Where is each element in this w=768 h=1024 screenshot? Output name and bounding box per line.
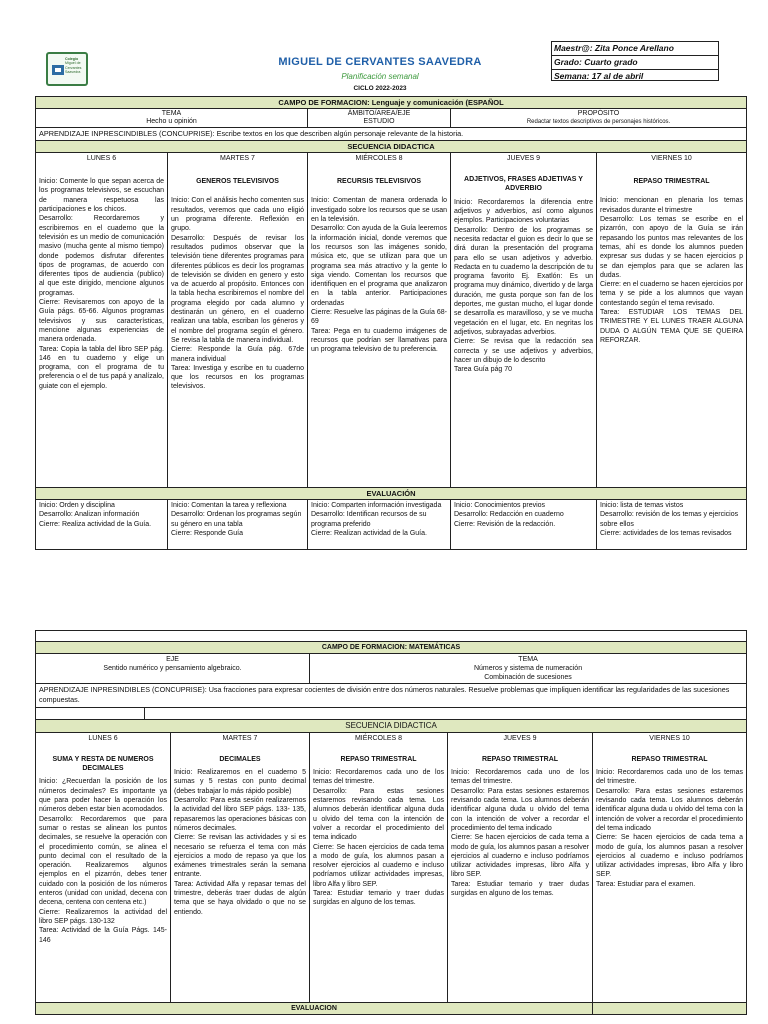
eval-monday: Inicio: Orden y disciplina Desarrollo: Analizan información Cierre: Realiza actividad de la Guía. (36, 500, 168, 550)
eval-wednesday: Inicio: Comparten información investigada Desarrollo: Identifican recursos de su programa preferido Cierre: Realizan actividad de la Guía. (308, 500, 451, 550)
secuencia-matematicas: SECUENCIA DIDACTICA (36, 720, 747, 732)
school-cycle: CICLO 2022-2023 (353, 85, 407, 92)
day-header: JUEVES 9 (506, 154, 541, 162)
logo-text-4: Saavedra (65, 70, 81, 75)
math-day-thursday (448, 732, 593, 1002)
day-subtitle: RECURSIS TELEVISIVOS (336, 178, 422, 186)
day-content: Inicio: ¿Recuerdan la posición de los números decimales? Es importante ya que para poder hacer la operación los números deben estar bien acomodados. Desarrollo: Recordaremos que para sumar o restas se alinean los puntos decimales, se resuelve la operación con el procedimiento común, se alinea el punto decimal con el resultado de la operación. Realizaremos algunos ejemplos en el pizarrón, debes tener cuidado con la posición de los números enteros (unidad con unidad, decena con decena, centena con centena etc.) Cierre: Realizaremos la actividad del libro SEP págs. 130-132 Tarea: Actividad de la Guía Págs. 145-146 (39, 778, 167, 944)
day-header: MIÉRCOLES 8 (355, 154, 403, 162)
evaluacion-lenguaje: EVALUACIÓN (36, 487, 747, 499)
math-tema-label: TEMA (518, 656, 538, 664)
proposito-value: Redactar textos descriptivos de personajes históricos. (526, 119, 671, 126)
day-header: MARTES 7 (222, 734, 258, 742)
day-header: MIÉRCOLES 8 (354, 734, 403, 742)
math-day-tuesday (171, 732, 310, 1002)
day-subtitle: REPASO TRIMESTRAL (340, 755, 417, 763)
language-planning-table (35, 96, 746, 550)
day-subtitle: REPASO TRIMESTRAL (633, 178, 710, 186)
secuencia-lenguaje: SECUENCIA DIDACTICA (36, 140, 747, 152)
lang-day-tuesday (168, 152, 308, 487)
tema-value: Hecho u opinión (146, 118, 197, 126)
eval-thursday: Inicio: Conocimientos previos Desarrollo: Redacción en cuaderno Cierre: Revisión de la redacción. (451, 500, 597, 550)
proposito-label: PROPÓSITO (577, 110, 620, 118)
day-header: LUNES 6 (88, 734, 118, 742)
day-subtitle: DECIMALES (219, 755, 261, 763)
day-header: MARTES 7 (220, 154, 255, 162)
math-day-wednesday (310, 732, 448, 1002)
day-header: LUNES 6 (86, 154, 117, 162)
day-content: Inicio: Comentan de manera ordenada lo investigado sobre los recursos que se usan en la televisión. Desarrollo: Con ayuda de la Guía leeremos la información inicial, donde veremos que los recursos son las imágenes sonido, música etc, que se utilizan para que un programa sea más atractivo y la gente lo siga viendo. Comentan los recursos que identifiquen en el programa que analizaron en la tabla anterior. Participaciones ordenadas Cierre: Resuelve las páginas de la Guía 68-69 Tarea: Pega en tu cuaderno imágenes de recursos que podrían ser llamativas para un programa televisivo de tu preferencia. (311, 197, 447, 354)
tema-label: TEMA (161, 110, 182, 118)
day-content: Inicio: Recordaremos la diferencia entre adjetivos y adverbios, así como algunos ejemplos. Participaciones voluntarias Desarrollo: Dentro de los programas se necesita redactar el guion es decir lo que se dirá duran la presentación del programa para ello se usan adjetivos y adverbio. Redacta en tu cuaderno la descripción de tu programa favorito Ej. Exatlón: Es un programa muy dinámico, divertido y de larga duración, me gusta porque son fan de los deportes, me gustan mucho, el lugar donde se desarrolla es maravilloso, y se ve mucha vegetación en el lugar, etc. En negritas los adjetivos, subrayadas adverbios. Cierre: Se revisa que la redacción sea correcta y se use adjetivos y adverbios, hacer un dibujo de lo descrito Tarea Guía pág 70 (454, 198, 593, 374)
ambito-label: ÁMBITO/AREA/EJE (347, 110, 411, 118)
eje-value: Sentido numérico y pensamiento algebraico. (103, 665, 242, 673)
lang-day-friday (597, 152, 747, 487)
math-tema-line-2: Combinación de sucesiones (484, 674, 572, 682)
week: Semana: 17 al de abril (554, 71, 644, 81)
info-box (551, 41, 719, 81)
aprendizaje-matematicas: APRENDIZAJE INPRESINDIBLES (CONCUPRISE): Usa fracciones para expresar cocientes de división entre dos números naturales. Resuelve problemas que impliquen identificar las regularidades de las sucesiones compuestas. (36, 684, 747, 708)
math-tema-line-1: Números y sistema de numeración (473, 665, 583, 673)
day-header: VIERNES 10 (649, 734, 690, 742)
day-subtitle: REPASO TRIMESTRAL (481, 755, 559, 763)
day-content: Inicio: mencionan en plenaria los temas revisados durante el trimestre Desarrollo: Los temas se escribe en el pizarrón, con apoyo de la Guía se irán repasando los puntos mas relevantes de los temas, ahí es donde los alumnos pueden expresar sus dudas y se hacen ejercicios p se dan ejemplos para que se aclaren las dudas. Cierre: en el cuaderno se hacen ejercicios por tema y se pide a los alumnos que vayan contestando según el tema revisado. Tarea: ESTUDIAR LOS TEMAS DEL TRIMESTRE Y EL LUNES TRAER ALGUNA DUDA O ALGÚN TEMA QUE SE QUEIRA REFORZAR. (600, 197, 744, 344)
day-subtitle: ADJETIVOS, FRASES ADJETIVAS Y ADVERBIO (464, 176, 583, 193)
eval-tuesday: Inicio: Comentan la tarea y reflexiona Desarrollo: Ordenan los programas según su género en una tabla Cierre: Responde Guía (168, 500, 308, 550)
evaluacion-extra-cell (593, 1002, 747, 1014)
school-logo (46, 52, 88, 86)
day-content: Inicio: Comente lo que sepan acerca de los programas televisivos, se escuchan de manera respetuosa las participaciones e los chicos. Desarrollo: Recordaremos y escribiremos en el cuaderno que la televisión es un medio de comunicación masivo (mucha gente al mismo tiempo) donde podemos disfrutar diferentes tipos de programas, de acuerdo con diferentes tipos de audiencia (publico) al que este dirigido, mencione algunos programas. Cierre: Revisaremos con apoyo de la Guía págs. 65-66. Algunos programas televisivos y sus características, mencione algunas experiencias de manera ordenada. Tarea: Copia la tabla del libro SEP pág. 146 en tu cuaderno y elige un programa, con el programa de tu preferencia o el de tus papá y analízalo, guiate con el ejemplo. (39, 178, 164, 390)
day-header: VIERNES 10 (651, 154, 692, 162)
math-spacer-row (36, 708, 747, 720)
grade: Grado: Cuarto grado (552, 56, 718, 70)
evaluacion-matematicas: EVALUACION (36, 1002, 593, 1014)
teacher-name: Maestr@: Zita Ponce Arellano (552, 42, 718, 56)
aprendizaje-lenguaje: APRENDIZAJE INPRESCINDIBLES (CONCUPRISE): Escribe textos en los que describen algún personaje relevante de la historia. (36, 128, 747, 140)
school-name: MIGUEL DE CERVANTES SAAVEDRA (278, 56, 482, 68)
lang-day-monday (36, 152, 168, 487)
campo-lenguaje: CAMPO DE FORMACION: Lenguaje y comunicación (ESPAÑOL (36, 97, 747, 109)
math-planning-table (35, 630, 746, 1015)
ambito-value: ESTUDIO (363, 118, 395, 126)
lang-day-wednesday (308, 152, 451, 487)
logo-emblem-icon (52, 65, 64, 75)
campo-matematicas: CAMPO DE FORMACION: MATEMÁTICAS (36, 642, 747, 654)
eje-label: EJE (166, 656, 179, 664)
day-subtitle: SUMA Y RESTA DE NUMEROS DECIMALES (52, 755, 154, 773)
math-day-friday (593, 732, 747, 1002)
math-day-monday (36, 732, 171, 1002)
logo-text-3: Cervantes (65, 65, 82, 70)
eval-friday: Inicio: lista de temas vistos Desarrollo: revisión de los temas y ejercicios sobre ellos Cierre: actividades de los temas revisados (597, 500, 747, 550)
day-header: JUEVES 9 (503, 734, 537, 742)
day-content: Inicio: Realizaremos en el cuaderno 5 sumas y 5 restas con punto decimal (debes trabajar lo más rápido posible) Desarrollo: Para esta sesión realizaremos la actividad del libro SEP págs. 133- 135, repasaremos las operaciones básicas con números decimales. Cierre: Se revisan las actividades y si es necesario se refuerza el tema con más ejercicios a modo de repaso ya que los exámenes trimestrales serán la semana entrante. Tarea: Actividad Alfa y repasar temas del trimestre, deberás traer dudas de algún tema que se haya olvidado o que no se entiendo. (174, 769, 306, 916)
plan-subtitle: Planificación semanal (341, 72, 419, 81)
day-subtitle: GENEROS TELEVISIVOS (196, 178, 279, 186)
logo-text-2: Miguel de (65, 61, 81, 66)
logo-text-1: Colegio (65, 57, 79, 61)
day-content: Inicio: Con el análisis hecho comenten sus resultados, veremos que cada uno eligió un programa diferente. Reflexión en grupo. Desarrollo: Después de revisar los resultados pudimos observar que la televisión tiene diferentes programas para diferentes públicos es decir los programas de televisión se dividen en genero y esto va de acuerdo al propósito. Entonces con la tabla hecha escribiremos el nombre del programa elegido por cada alumno y destinarán un género, en el cuaderno realizan una tabla, escriban los géneros y el nombre del programa según el género. Se revisa la tabla de manera individual. Cierre: Responde la Guía pág. 67de manera individual Tarea: Investiga y escribe en tu cuaderno que los recursos en los programas televisivos. (171, 197, 304, 391)
day-content: Inicio: Recordaremos cada uno de los temas del trimestre. Desarrollo: Para estas sesiones estaremos revisando cada tema. Los alumnos deberán identificar alguna duda u olvido del tema con la intención de volver a recordar el procedimiento del tema indicado Cierre: Se hacen ejercicios de cada tema a modo de guía, los alumnos pasan a resolver ejercicios al cuaderno e incluso podríamos utilizar actividades impresas, libro Alfa y libro SEP. Tarea: Estudiar para el examen. (596, 769, 744, 888)
day-content: Inicio: Recordaremos cada uno de los temas del trimestre. Desarrollo: Para estas sesiones estaremos revisando cada tema. Los alumnos deberán identificar alguna duda u olvido del tema con la intención de volver a recordar el procedimiento del tema indicado Cierre: Se hacen ejercicios de cada tema a modo de guía, los alumnos pasan a resolver ejercicios al cuaderno e incluso podríamos utilizar actividades impresas, libro Alfa y libro SEP. Tarea: Estudiar temario y traer dudas surgidas en alguno de los temas. (451, 769, 589, 898)
day-content: Inicio: Recordaremos cada uno de los temas del trimestre. Desarrollo: Para estas sesiones estaremos revisando cada tema. Los alumnos deberán identificar alguna duda u olvido del tema con la intención de volver a recordar el procedimiento del tema indicado Cierre: Se hacen ejercicios de cada tema a modo de guía, los alumnos pasan a resolver ejercicios al cuaderno e incluso podríamos utilizar actividades impresas, libro Alfa y libro SEP. Tarea: Estudiar temario y traer dudas surgidas en alguno de los temas. (313, 769, 444, 907)
lang-day-thursday (451, 152, 597, 487)
math-top-blank-row (36, 631, 747, 642)
day-subtitle: REPASO TRIMESTRAL (631, 755, 708, 763)
